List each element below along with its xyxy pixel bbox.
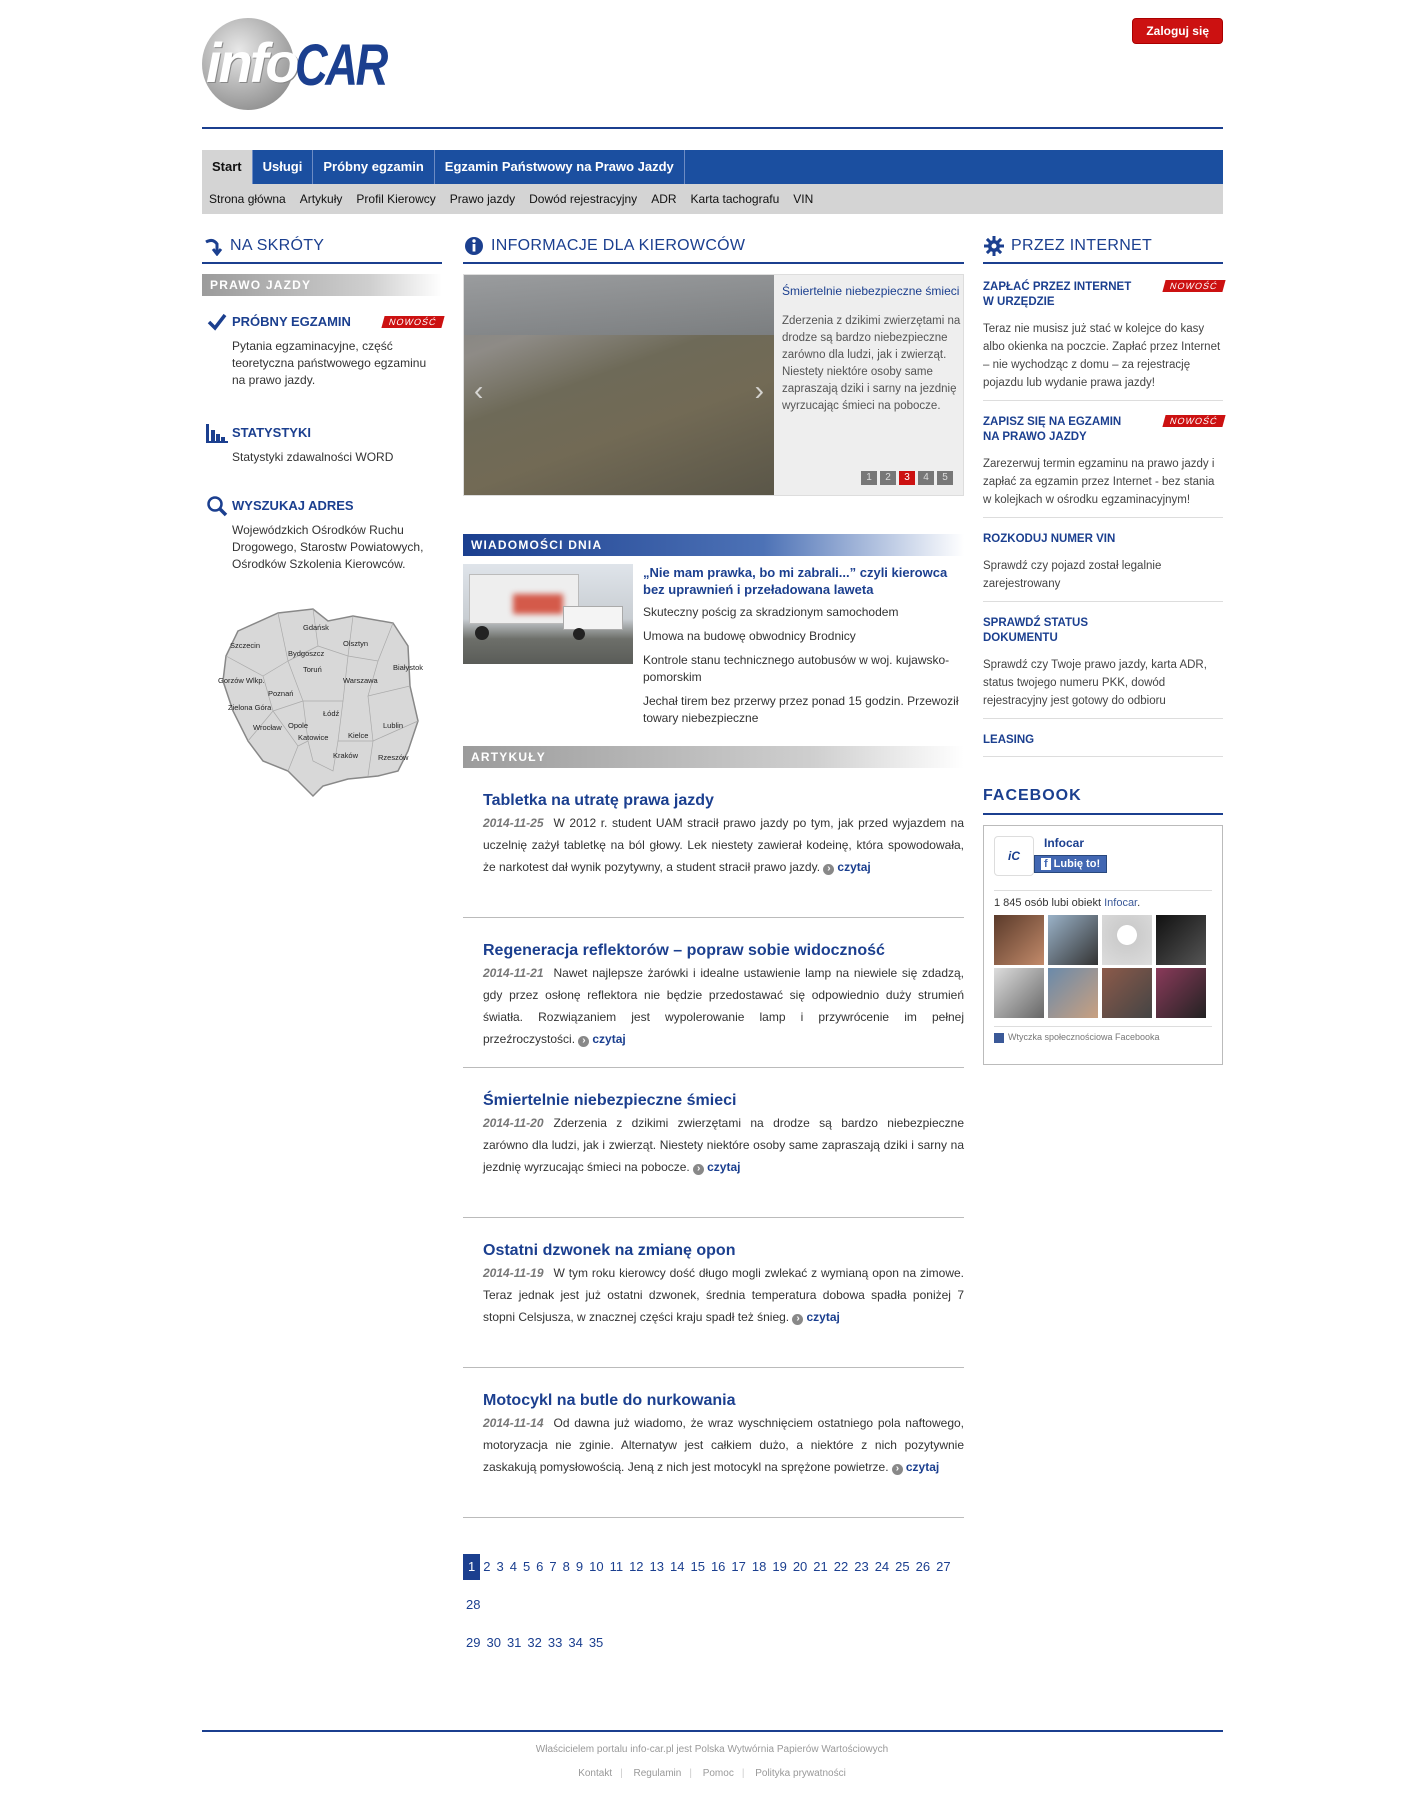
article-item bbox=[463, 1368, 964, 1518]
page-link[interactable]: 12 bbox=[629, 1559, 644, 1574]
fb-count-text: 1 845 osób lubi obiekt bbox=[994, 897, 1102, 909]
slider-desc: Zderzenia z dzikimi zwierzętami na drodze są bardzo niebezpieczne zarówno dla ludzi, jak i zwierząt. Niestety niektóre osoby same zapraszają dziki i sarny na jezdnię wyrzucając śmieci na pobocze. bbox=[782, 315, 961, 412]
article-excerpt: Nawet najlepsze żarówki i idealne ustawienie lamp na niewiele się zdadzą, gdy przez osłonę reflektora nie będzie przedostawać się odpowiednio duży strumień światła. Rozwiązaniem jest wypolerowanie lamp i przywrócenie im pełnej przeźroczystości. bbox=[483, 966, 964, 1046]
page-link[interactable]: 16 bbox=[710, 1559, 726, 1574]
map-city-label[interactable]: Łódź bbox=[323, 709, 340, 718]
read-more-link[interactable]: › czytaj bbox=[792, 1310, 839, 1324]
map-city-label[interactable]: Kraków bbox=[333, 751, 359, 760]
page-link[interactable]: 9 bbox=[575, 1559, 584, 1574]
article-title[interactable]: Regeneracja reflektorów – popraw sobie widoczność bbox=[483, 942, 885, 959]
fan-avatar[interactable] bbox=[994, 915, 1044, 965]
article-date: 2014-11-14 bbox=[483, 1416, 544, 1430]
article-title[interactable]: Ostatni dzwonek na zmianę opon bbox=[483, 1242, 736, 1259]
page-link[interactable]: 29 bbox=[466, 1635, 481, 1650]
news-block bbox=[463, 564, 964, 734]
subnav-adr[interactable]: ADR bbox=[651, 192, 677, 206]
sub-nav bbox=[202, 184, 1223, 214]
nav-probny-egzamin[interactable]: Próbny egzamin bbox=[313, 150, 434, 184]
articles-list bbox=[463, 768, 964, 1518]
fan-avatar[interactable] bbox=[1048, 968, 1098, 1018]
shortcuts-title: NA SKRÓTY bbox=[230, 237, 325, 254]
page-link[interactable]: 33 bbox=[547, 1635, 563, 1650]
article-text bbox=[463, 1412, 964, 1478]
facebook-plugin-footer bbox=[994, 1026, 1212, 1043]
page-link[interactable]: 3 bbox=[496, 1559, 504, 1574]
page-link[interactable]: 22 bbox=[833, 1559, 849, 1574]
fan-avatar[interactable] bbox=[1102, 968, 1152, 1018]
footer-link-kontakt[interactable]: Kontakt bbox=[578, 1768, 613, 1779]
service-item[interactable] bbox=[983, 280, 1223, 401]
fb-count-link[interactable]: Infocar bbox=[1104, 897, 1138, 909]
facebook-fans bbox=[994, 915, 1212, 1018]
infocar-logo[interactable] bbox=[202, 18, 387, 113]
service-title[interactable]: SPRAWDŹ STATUS DOKUMENTU bbox=[983, 617, 1088, 644]
service-item[interactable] bbox=[983, 415, 1223, 518]
info-heading bbox=[463, 230, 964, 264]
footer-link-polityka[interactable]: Polityka prywatności bbox=[755, 1768, 846, 1779]
page-link[interactable]: 4 bbox=[509, 1559, 517, 1574]
read-more-link[interactable]: › czytaj bbox=[693, 1160, 740, 1174]
footer-link-regulamin[interactable]: Regulamin bbox=[633, 1768, 682, 1779]
slider-page[interactable]: 5 bbox=[937, 471, 953, 485]
subnav-prawo-jazdy[interactable]: Prawo jazdy bbox=[449, 192, 516, 206]
service-item[interactable] bbox=[983, 733, 1223, 757]
page-link[interactable]: 35 bbox=[588, 1635, 604, 1650]
shortcut-statystyki[interactable] bbox=[202, 421, 442, 466]
map-city-label[interactable]: Poznań bbox=[268, 689, 294, 698]
page-link[interactable]: 24 bbox=[874, 1559, 890, 1574]
slider-image bbox=[464, 275, 774, 495]
service-item[interactable] bbox=[983, 616, 1223, 719]
articles-bar: ARTYKUŁY bbox=[463, 746, 964, 768]
fan-avatar[interactable] bbox=[1156, 968, 1206, 1018]
map-city-label[interactable]: Olsztyn bbox=[343, 639, 369, 648]
page-link[interactable]: 32 bbox=[527, 1635, 542, 1650]
facebook-heading: FACEBOOK bbox=[983, 787, 1223, 815]
page-link[interactable]: 19 bbox=[772, 1559, 787, 1574]
page-link[interactable]: 11 bbox=[609, 1559, 624, 1574]
news-slider[interactable] bbox=[463, 274, 964, 496]
facebook-f-icon: f bbox=[1041, 858, 1051, 870]
subnav-artykuly[interactable]: Artykuły bbox=[299, 192, 343, 206]
map-city-label[interactable]: Szczecin bbox=[230, 641, 261, 650]
infocar-avatar[interactable]: iC bbox=[994, 836, 1034, 876]
service-item[interactable] bbox=[983, 532, 1223, 602]
map-city-label[interactable]: Gorzów Wlkp. bbox=[218, 676, 265, 685]
wyszukaj-adres-desc: Wojewódzkich Ośrodków Ruchu Drogowego, Starostw Powiatowych, Ośrodków Szkolenia Kierowców. bbox=[232, 523, 424, 571]
map-city-label[interactable]: Bydgoszcz bbox=[288, 649, 325, 658]
page-link[interactable]: 2 bbox=[483, 1559, 491, 1574]
fan-avatar[interactable] bbox=[1048, 915, 1098, 965]
slider-road bbox=[464, 275, 774, 335]
map-city-label[interactable]: Lublin bbox=[383, 721, 404, 730]
middle-column bbox=[463, 230, 964, 1662]
page-link[interactable]: 10 bbox=[589, 1559, 604, 1574]
news-item[interactable]: Umowa na budowę obwodnicy Brodnicy bbox=[643, 629, 856, 643]
article-text bbox=[463, 1262, 964, 1328]
footer-links: Kontakt | Regulamin | Pomoc | Polityka prywatności bbox=[578, 1768, 846, 1779]
page-link[interactable]: 21 bbox=[813, 1559, 828, 1574]
news-bar: WIADOMOŚCI DNIA bbox=[463, 534, 964, 556]
article-excerpt: Zderzenia z dzikimi zwierzętami na drodze są bardzo niebezpieczne zarówno dla ludzi, jak i zwierząt. Niestety niektóre osoby same zapraszają dziki i sarny na jezdnię wyrzucając śmieci na pobocze. bbox=[483, 1116, 964, 1174]
statystyki-desc: Statystyki zdawalności WORD bbox=[232, 450, 394, 464]
shortcuts-heading bbox=[202, 230, 442, 264]
article-date: 2014-11-25 bbox=[483, 816, 544, 830]
facebook-count: 1 845 osób lubi obiekt Infocar. bbox=[994, 890, 1212, 909]
service-desc: Zarezerwuj termin egzaminu na prawo jazdy i zapłać za egzamin przez Internet - bez stania w kolejkach w ośrodku egzaminacyjnym! bbox=[983, 458, 1215, 506]
wyszukaj-adres-link[interactable]: WYSZUKAJ ADRES bbox=[232, 498, 354, 513]
page-link[interactable]: 7 bbox=[549, 1559, 557, 1574]
slider-title[interactable]: Śmiertelnie niebezpieczne śmieci bbox=[782, 284, 960, 298]
poland-map[interactable] bbox=[218, 601, 423, 801]
article-title[interactable]: Tabletka na utratę prawa jazdy bbox=[483, 792, 714, 809]
article-excerpt: Od dawna już wiadomo, że wraz wyschnięciem ostatniego pola naftowego, motoryzacja nie zginie. Alternatyw jest całkiem dużo, a niektóre z nich pozytywnie zaskakują pomysłowością. Jeną z nich jest motocykl na sprężone powietrze. bbox=[483, 1416, 964, 1474]
service-desc: Sprawdź czy pojazd został legalnie zarejestrowany bbox=[983, 560, 1162, 590]
article-item bbox=[463, 768, 964, 918]
nav-start[interactable]: Start bbox=[202, 150, 253, 184]
map-city-label[interactable]: Kielce bbox=[348, 731, 369, 740]
read-more-link[interactable]: › czytaj bbox=[892, 1460, 939, 1474]
read-more-link[interactable]: › czytaj bbox=[823, 860, 870, 874]
shortcut-probny-egzamin[interactable] bbox=[202, 310, 442, 389]
service-desc: Teraz nie musisz już stać w kolejce do kasy albo okienka na poczcie. Zapłać przez Internet – nie wychodząc z domu – za rejestrację pojazdu lub wydanie prawa jazdy! bbox=[983, 323, 1221, 389]
page-link[interactable]: 17 bbox=[731, 1559, 746, 1574]
slider-pagination bbox=[861, 471, 953, 485]
facebook-like-button[interactable] bbox=[1034, 855, 1107, 873]
article-item bbox=[463, 918, 964, 1068]
article-item bbox=[463, 1068, 964, 1218]
page-link[interactable]: 6 bbox=[536, 1559, 544, 1574]
page-link[interactable]: 27 bbox=[936, 1559, 951, 1574]
slider-page[interactable]: 1 bbox=[861, 471, 877, 485]
article-date: 2014-11-20 bbox=[483, 1116, 544, 1130]
news-item[interactable]: Skuteczny pościg za skradzionym samochodem bbox=[643, 605, 899, 619]
login-button[interactable]: Zaloguj się bbox=[1132, 18, 1223, 44]
article-text bbox=[463, 962, 964, 1050]
map-city-label[interactable]: Opole bbox=[288, 721, 309, 730]
page-link[interactable]: 25 bbox=[895, 1559, 910, 1574]
service-title[interactable]: LEASING bbox=[983, 734, 1035, 746]
slider-page-active[interactable]: 3 bbox=[899, 471, 915, 485]
fb-footer-text: Wtyczka społecznościowa Facebooka bbox=[1008, 1032, 1160, 1042]
left-column bbox=[202, 230, 442, 801]
article-title[interactable]: Śmiertelnie niebezpieczne śmieci bbox=[483, 1092, 737, 1109]
main-nav bbox=[202, 150, 1223, 184]
service-desc: Sprawdź czy Twoje prawo jazdy, karta ADR, status twojego numeru PKK, dowód rejestracyjny jest gotowy do odbioru bbox=[983, 659, 1207, 707]
nav-uslugi[interactable]: Usługi bbox=[253, 150, 314, 184]
nav-egzamin-panstwowy[interactable]: Egzamin Państwowy na Prawo Jazdy bbox=[435, 150, 685, 184]
page-link[interactable]: 23 bbox=[854, 1559, 869, 1574]
map-city-label[interactable]: Warszawa bbox=[343, 676, 378, 685]
page-link[interactable]: 8 bbox=[562, 1559, 570, 1574]
new-badge: NOWOŚĆ bbox=[381, 316, 444, 328]
read-more-link[interactable]: › czytaj bbox=[578, 1032, 625, 1046]
like-label: Lubię to! bbox=[1053, 858, 1101, 870]
logo-info-text: info bbox=[206, 31, 297, 94]
page-link[interactable]: 34 bbox=[568, 1635, 583, 1650]
subnav-vin[interactable]: VIN bbox=[793, 192, 814, 206]
footer-divider bbox=[202, 1730, 1223, 1732]
info-title: INFORMACJE DLA KIEROWCÓW bbox=[491, 237, 746, 254]
page-link[interactable]: 15 bbox=[690, 1559, 705, 1574]
fan-avatar[interactable] bbox=[1102, 915, 1152, 965]
info-icon bbox=[463, 235, 485, 257]
subnav-profil-kierowcy[interactable]: Profil Kierowcy bbox=[356, 192, 436, 206]
facebook-page-name[interactable]: Infocar bbox=[1044, 836, 1085, 850]
page-link[interactable]: 13 bbox=[649, 1559, 665, 1574]
slider-caption bbox=[782, 283, 962, 415]
footer-copyright: Właścicielem portalu info-car.pl jest Polska Wytwórnia Papierów Wartościowych bbox=[535, 1744, 889, 1755]
map-city-label[interactable]: Katowice bbox=[298, 733, 329, 742]
probny-egzamin-desc: Pytania egzaminacyjne, część teoretyczna państwowego egzaminu na prawo jazdy. bbox=[232, 339, 427, 387]
right-column bbox=[983, 230, 1223, 1065]
map-city-label[interactable]: Gdańsk bbox=[303, 623, 329, 632]
article-date: 2014-11-19 bbox=[483, 1266, 544, 1280]
slider-page[interactable]: 2 bbox=[880, 471, 896, 485]
statystyki-link[interactable]: STATYSTYKI bbox=[232, 425, 311, 440]
article-text bbox=[463, 812, 964, 878]
fan-avatar[interactable] bbox=[1156, 915, 1206, 965]
new-badge: NOWOŚĆ bbox=[1162, 415, 1225, 427]
gear-icon bbox=[983, 235, 1005, 257]
header-divider bbox=[202, 127, 1223, 129]
page-link[interactable]: 30 bbox=[486, 1635, 501, 1650]
checkmark-icon bbox=[202, 310, 232, 334]
article-excerpt: W tym roku kierowcy dość długo mogli zwlekać z wymianą opon na zimowe. Teraz jednak jest już ostatni dzwonek, średnia temperatura dobowa spadła poniżej 7 stopni Celsjusza, w znacznej części kraju spadł też śnieg. bbox=[483, 1266, 964, 1324]
new-badge: NOWOŚĆ bbox=[1162, 280, 1225, 292]
map-city-label[interactable]: Toruń bbox=[303, 665, 322, 674]
article-date: 2014-11-21 bbox=[483, 966, 544, 980]
page-link[interactable]: 31 bbox=[506, 1635, 522, 1650]
bar-chart-icon bbox=[202, 421, 232, 445]
service-title[interactable]: ZAPISZ SIĘ NA EGZAMIN NA PRAWO JAZDY bbox=[983, 416, 1122, 443]
map-city-label[interactable]: Zielona Góra bbox=[228, 703, 272, 712]
article-item bbox=[463, 1218, 964, 1368]
curved-arrow-icon bbox=[202, 235, 224, 257]
subnav-karta-tachografu[interactable]: Karta tachografu bbox=[690, 192, 780, 206]
probny-egzamin-link[interactable]: PRÓBNY EGZAMIN bbox=[232, 314, 351, 329]
article-title[interactable]: Motocykl na butle do nurkowania bbox=[483, 1392, 736, 1409]
news-item[interactable]: Jechał tirem bez przerwy przez ponad 15 godzin. Przewoził towary niebezpieczne bbox=[643, 694, 959, 725]
fan-avatar[interactable] bbox=[994, 968, 1044, 1018]
facebook-small-icon bbox=[994, 1033, 1004, 1043]
article-text bbox=[463, 1112, 964, 1178]
internet-title: PRZEZ INTERNET bbox=[1011, 237, 1153, 254]
map-city-label[interactable]: Białystok bbox=[393, 663, 424, 672]
page-link[interactable]: 5 bbox=[522, 1559, 531, 1574]
page-link[interactable]: 18 bbox=[751, 1559, 767, 1574]
slider-page[interactable]: 4 bbox=[918, 471, 934, 485]
footer-link-pomoc[interactable]: Pomoc bbox=[702, 1768, 734, 1779]
page-link[interactable]: 28 bbox=[466, 1597, 481, 1612]
news-lead-link[interactable]: „Nie mam prawka, bo mi zabrali...” czyli kierowca bez uprawnień i przeładowana laweta bbox=[643, 565, 948, 597]
subnav-dowod-rejestracyjny[interactable]: Dowód rejestracyjny bbox=[529, 192, 638, 206]
page-link[interactable]: 26 bbox=[915, 1559, 931, 1574]
logo-car-text: CAR bbox=[295, 33, 387, 98]
service-title[interactable]: ZAPŁAĆ PRZEZ INTERNET W URZĘDZIE bbox=[983, 281, 1132, 308]
shortcut-wyszukaj-adres[interactable] bbox=[202, 494, 442, 573]
slider-prev-icon[interactable]: ‹ bbox=[474, 375, 484, 406]
page-link-active[interactable]: 1 bbox=[463, 1554, 480, 1580]
subnav-strona-glowna[interactable]: Strona główna bbox=[209, 192, 286, 206]
page-link[interactable]: 20 bbox=[792, 1559, 808, 1574]
news-thumbnail[interactable] bbox=[463, 564, 633, 664]
page-link[interactable]: 14 bbox=[670, 1559, 685, 1574]
pagination bbox=[463, 1548, 964, 1662]
article-excerpt: W 2012 r. student UAM stracił prawo jazdy po tym, jak przed wyjazdem na uczelnię zażył tabletkę na ból głowy. Lek niestety zawierał kodeinę, która spowodowała, że narkotest dał wynik pozytywny, a student stracił prawo jazdy. bbox=[483, 816, 964, 874]
search-icon bbox=[202, 494, 232, 518]
slider-next-icon[interactable]: › bbox=[754, 375, 764, 406]
news-item[interactable]: Kontrole stanu technicznego autobusów w woj. kujawsko-pomorskim bbox=[643, 653, 950, 684]
service-title[interactable]: ROZKODUJ NUMER VIN bbox=[983, 533, 1116, 545]
facebook-widget bbox=[983, 825, 1223, 1065]
prawo-jazdy-bar: PRAWO JAZDY bbox=[202, 274, 442, 296]
internet-heading bbox=[983, 230, 1223, 264]
map-city-label[interactable]: Rzeszów bbox=[378, 753, 409, 762]
map-city-label[interactable]: Wrocław bbox=[253, 723, 282, 732]
